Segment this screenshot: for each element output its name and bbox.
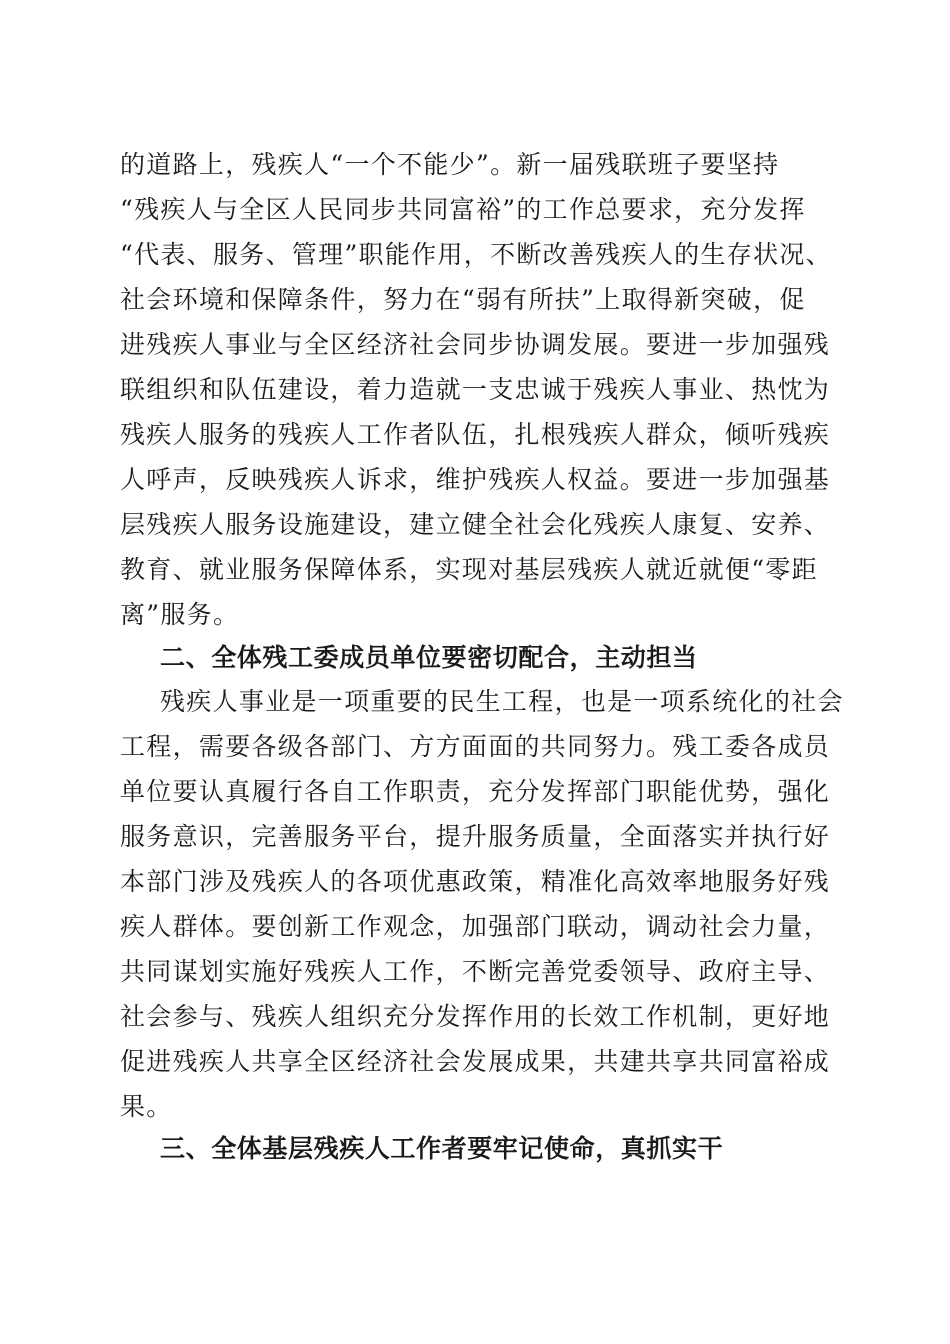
paragraph-line: 社会参与、残疾人组织充分发挥作用的长效工作机制，更好地	[120, 1002, 831, 1031]
paragraph-line: 共同谋划实施好残疾人工作，不断完善党委领导、政府主导、	[120, 957, 831, 986]
paragraph-line: 层残疾人服务设施建设，建立健全社会化残疾人康复、安养、	[120, 510, 831, 539]
paragraph-line: 残疾人服务的残疾人工作者队伍，扎根残疾人群众，倾听残疾	[120, 420, 831, 449]
paragraph-line: 的道路上，残疾人“一个不能少”。新一届残联班子要坚持	[120, 150, 780, 179]
paragraph-line: 服务意识，完善服务平台，提升服务质量，全面落实并执行好	[120, 822, 831, 851]
paragraph-line: 教育、就业服务保障体系，实现对基层残疾人就近就便“零距	[120, 555, 818, 584]
paragraph-line: “残疾人与全区人民同步共同富裕”的工作总要求，充分发挥	[120, 195, 806, 224]
paragraph-line: 本部门涉及残疾人的各项优惠政策，精准化高效率地服务好残	[120, 867, 831, 896]
paragraph-line: 促进残疾人共享全区经济社会发展成果，共建共享共同富裕成	[120, 1047, 831, 1076]
paragraph-line: “代表、服务、管理”职能作用，不断改善残疾人的生存状况、	[120, 240, 832, 269]
section-heading-3: 三、全体基层残疾人工作者要牢记使命，真抓实干	[160, 1134, 724, 1163]
paragraph-line: 人呼声，反映残疾人诉求，维护残疾人权益。要进一步加强基	[120, 465, 831, 494]
paragraph-line: 联组织和队伍建设，着力造就一支忠诚于残疾人事业、热忱为	[120, 375, 831, 404]
paragraph-line: 果。	[120, 1092, 173, 1121]
paragraph-line: 单位要认真履行各自工作职责，充分发挥部门职能优势，强化	[120, 777, 831, 806]
paragraph-line: 社会环境和保障条件，努力在“弱有所扶”上取得新突破，促	[120, 285, 806, 314]
paragraph-line: 离”服务。	[120, 600, 240, 629]
paragraph-line: 疾人群体。要创新工作观念，加强部门联动，调动社会力量，	[120, 912, 831, 941]
paragraph-line: 进残疾人事业与全区经济社会同步协调发展。要进一步加强残	[120, 330, 831, 359]
paragraph-line: 工程，需要各级各部门、方方面面的共同努力。残工委各成员	[120, 732, 831, 761]
paragraph-line: 残疾人事业是一项重要的民生工程，也是一项系统化的社会	[160, 687, 844, 716]
section-heading-2: 二、全体残工委成员单位要密切配合，主动担当	[160, 643, 698, 672]
